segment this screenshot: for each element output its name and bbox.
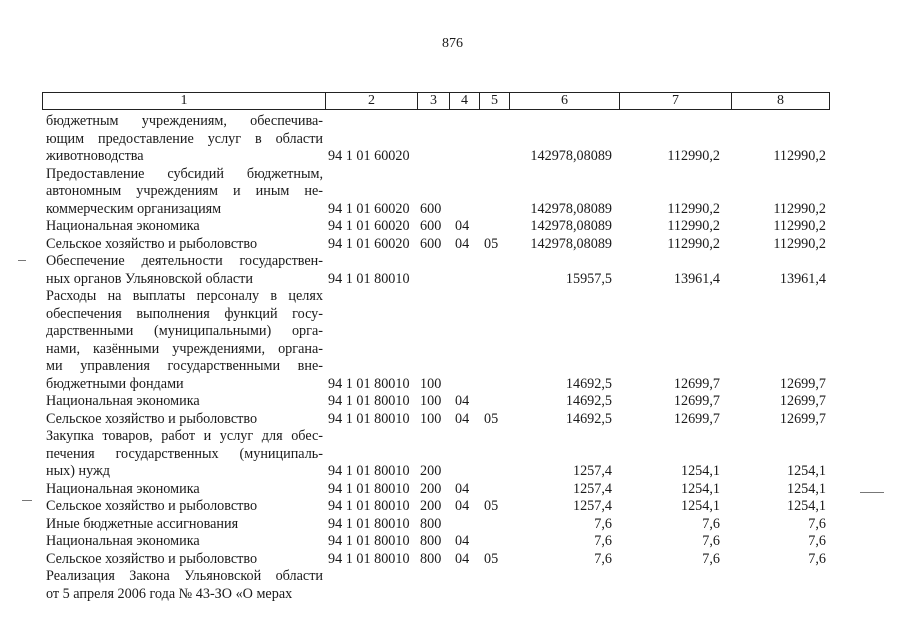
code-cell: 94 1 01 60020 (328, 235, 410, 252)
row-description-line: бюджетными фондами (46, 375, 184, 392)
col4-cell: 04 (455, 498, 470, 514)
code-cell: 94 1 01 80010 (328, 515, 410, 532)
scan-mark (22, 500, 32, 501)
row-description-line: ных) нужд (46, 463, 111, 479)
row-description-line: ми управления государственными вне- (46, 358, 323, 374)
row-description-line: Национальная экономика (46, 533, 200, 549)
header-cell-1: 1 (180, 93, 188, 108)
row-description-line: Сельское хозяйство и рыболовство (46, 410, 258, 427)
row-description-line: Сельское хозяйство и рыболовство (46, 235, 258, 252)
col3-cell: 100 (420, 375, 442, 392)
value-col8: 13961,4 (779, 270, 826, 287)
value-col6: 1257,4 (572, 480, 612, 497)
code-cell: 94 1 01 80010 (328, 375, 410, 392)
col3-cell: 600 (420, 200, 442, 217)
row-description-line: ных органов Ульяновской области (46, 270, 253, 287)
value-col7: 1254,1 (680, 498, 720, 514)
row-description-line: от 5 апреля 2006 года № 43-ЗО «О мерах (46, 585, 293, 602)
table-row (0, 253, 905, 288)
value-col8: 12699,7 (779, 393, 826, 409)
value-col6: 7,6 (594, 515, 612, 532)
header-cell-8: 8 (731, 93, 829, 109)
row-description-line: Предоставление субсидий бюджетным, (46, 165, 323, 182)
table-row (0, 428, 905, 481)
table-row (0, 393, 905, 411)
page-number: 876 (442, 36, 463, 51)
table-header (42, 92, 830, 110)
value-col8: 7,6 (808, 533, 826, 549)
row-description-line: Национальная экономика (46, 480, 200, 497)
header-cell-2: 2 (325, 93, 417, 109)
table-row (0, 218, 905, 236)
row-description-line: печения государственных (муниципаль- (46, 445, 323, 462)
code-cell: 94 1 01 60020 (328, 218, 410, 234)
col3-cell: 200 (420, 498, 442, 514)
header-cell-3: 3 (417, 93, 449, 109)
header-cell-6: 6 (509, 93, 619, 109)
row-description-line: Обеспечение деятельности государствен- (46, 253, 323, 269)
col5-cell: 05 (484, 235, 499, 252)
table-row (0, 113, 905, 166)
value-col6: 7,6 (594, 550, 612, 567)
value-col8: 12699,7 (779, 410, 826, 427)
row-description-line: Национальная экономика (46, 393, 200, 409)
row-description-line: Национальная экономика (46, 218, 200, 234)
code-cell: 94 1 01 80010 (328, 550, 410, 567)
row-description-line: животноводства (46, 148, 144, 164)
value-col7: 7,6 (702, 515, 720, 532)
row-description-line: Расходы на выплаты персоналу в целях (46, 288, 323, 304)
row-description-line: Сельское хозяйство и рыболовство (46, 550, 258, 567)
table-row (0, 481, 905, 499)
code-cell: 94 1 01 80010 (328, 533, 410, 549)
scan-mark (18, 260, 26, 261)
header-cell-4: 4 (449, 93, 479, 109)
value-col7: 13961,4 (673, 270, 720, 287)
value-col6: 14692,5 (565, 393, 612, 409)
col3-cell: 200 (420, 463, 442, 479)
code-cell: 94 1 01 80010 (328, 498, 410, 514)
value-col7: 12699,7 (673, 410, 720, 427)
value-col8: 12699,7 (779, 375, 826, 392)
code-cell: 94 1 01 80010 (328, 480, 410, 497)
value-col6: 142978,08089 (530, 200, 612, 217)
col3-cell: 100 (420, 410, 442, 427)
col4-cell: 04 (455, 410, 470, 427)
code-cell: 94 1 01 80010 (328, 270, 410, 287)
row-description-line: Сельское хозяйство и рыболовство (46, 498, 258, 514)
row-description-line: автономным учреждениям и иным не- (46, 183, 323, 199)
col5-cell: 05 (484, 498, 499, 514)
value-col8: 7,6 (808, 515, 826, 532)
col5-cell: 05 (484, 410, 499, 427)
value-col6: 1257,4 (572, 463, 612, 479)
value-col7: 1254,1 (680, 463, 720, 479)
col3-cell: 200 (420, 480, 442, 497)
row-description-line: нами, казёнными учреждениями, органа- (46, 340, 323, 357)
value-col7: 112990,2 (667, 218, 720, 234)
table-body (0, 113, 905, 603)
scan-mark (860, 492, 884, 493)
value-col8: 7,6 (808, 550, 826, 567)
header-cell-7: 7 (619, 93, 731, 109)
col5-cell: 05 (484, 550, 499, 567)
value-col8: 112990,2 (773, 218, 826, 234)
value-col8: 1254,1 (786, 463, 826, 479)
value-col7: 7,6 (702, 533, 720, 549)
value-col8: 112990,2 (773, 148, 826, 164)
code-cell: 94 1 01 80010 (328, 410, 410, 427)
col3-cell: 100 (420, 393, 442, 409)
col4-cell: 04 (455, 393, 470, 409)
code-cell: 94 1 01 80010 (328, 393, 410, 409)
table-row (0, 288, 905, 393)
value-col6: 142978,08089 (530, 148, 612, 164)
col4-cell: 04 (455, 218, 470, 234)
table-row (0, 516, 905, 534)
value-col8: 1254,1 (786, 480, 826, 497)
col4-cell: 04 (455, 533, 470, 549)
header-cell-5: 5 (479, 93, 509, 109)
row-description-line: ющим предоставление услуг в области (46, 130, 323, 147)
row-description-line: дарственными (муниципальными) орга- (46, 323, 323, 339)
value-col7: 7,6 (702, 550, 720, 567)
value-col6: 142978,08089 (530, 235, 612, 252)
col3-cell: 600 (420, 235, 442, 252)
value-col6: 15957,5 (565, 270, 612, 287)
code-cell: 94 1 01 60020 (328, 200, 410, 217)
value-col8: 1254,1 (786, 498, 826, 514)
value-col6: 142978,08089 (530, 218, 612, 234)
row-description-line: коммерческим организациям (46, 200, 222, 217)
value-col6: 1257,4 (572, 498, 612, 514)
row-description-line: Иные бюджетные ассигнования (46, 515, 239, 532)
col4-cell: 04 (455, 235, 470, 252)
row-description-line: бюджетным учреждениям, обеспечива- (46, 113, 323, 129)
value-col7: 112990,2 (667, 148, 720, 164)
value-col7: 112990,2 (667, 235, 720, 252)
value-col7: 112990,2 (667, 200, 720, 217)
table-row (0, 498, 905, 516)
col4-cell: 04 (455, 480, 470, 497)
table-row (0, 411, 905, 429)
value-col8: 112990,2 (773, 235, 826, 252)
col3-cell: 800 (420, 515, 442, 532)
table-row (0, 551, 905, 569)
code-cell: 94 1 01 60020 (328, 148, 410, 164)
value-col6: 14692,5 (565, 410, 612, 427)
value-col7: 12699,7 (673, 393, 720, 409)
table-row (0, 236, 905, 254)
table-row (0, 568, 905, 603)
row-description-line: Реализация Закона Ульяновской области (46, 568, 323, 584)
row-description-line: обеспечения выполнения функций госу- (46, 305, 323, 322)
code-cell: 94 1 01 80010 (328, 463, 410, 479)
value-col6: 7,6 (594, 533, 612, 549)
value-col7: 1254,1 (680, 480, 720, 497)
value-col6: 14692,5 (565, 375, 612, 392)
col3-cell: 800 (420, 550, 442, 567)
value-col8: 112990,2 (773, 200, 826, 217)
row-description-line: Закупка товаров, работ и услуг для обес- (46, 428, 323, 444)
table-row (0, 166, 905, 219)
col3-cell: 800 (420, 533, 442, 549)
value-col7: 12699,7 (673, 375, 720, 392)
table-row (0, 533, 905, 551)
col3-cell: 600 (420, 218, 442, 234)
col4-cell: 04 (455, 550, 470, 567)
